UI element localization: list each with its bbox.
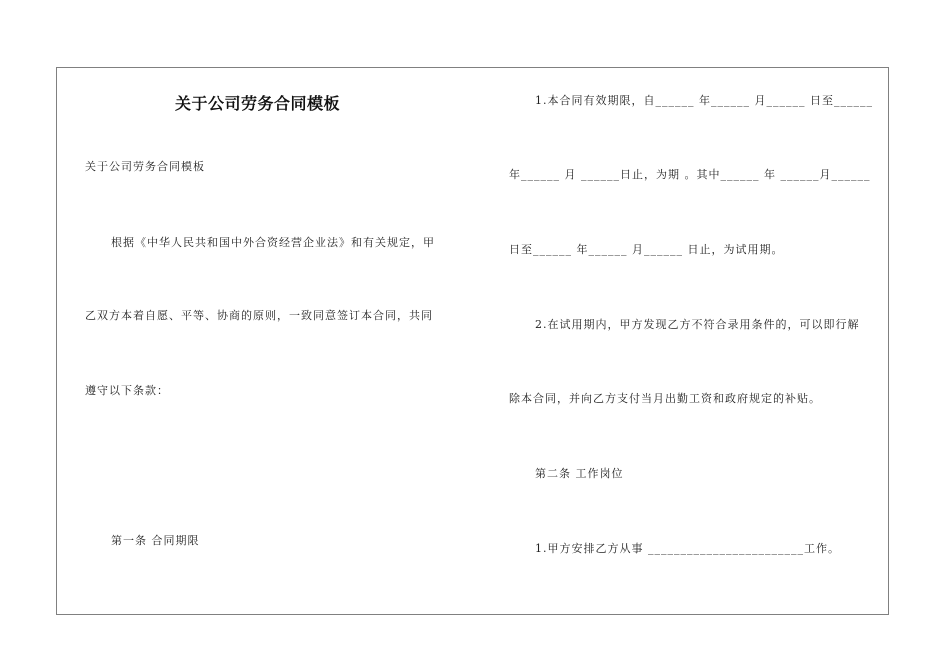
article-heading: 第一条 合同期限 <box>111 534 200 547</box>
article-heading: 第二条 工作岗位 <box>535 467 624 480</box>
document-page <box>56 67 889 615</box>
paragraph-line: 2.在试用期内，甲方发现乙方不符合录用条件的，可以即行解 <box>535 318 860 331</box>
paragraph-line: 乙双方本着自愿、平等、协商的原则，一致同意签订本合同，共同 <box>85 309 433 322</box>
document-title: 关于公司劳务合同模板 <box>175 94 341 113</box>
paragraph-line: 根据《中华人民共和国中外合资经营企业法》和有关规定，甲 <box>111 236 435 249</box>
paragraph-line: 除本合同，并向乙方支付当月出勤工资和政府规定的补贴。 <box>509 392 821 405</box>
paragraph-line: 日至______ 年______ 月______ 日止，为试用期。 <box>509 243 784 256</box>
paragraph-line: 1.本合同有效期限，自______ 年______ 月______ 日至______ <box>535 94 873 107</box>
paragraph-line: 年______ 月 ______日止，为期 。其中______ 年 ______月______ <box>509 168 871 181</box>
paragraph-line: 遵守以下条款： <box>85 384 169 397</box>
document-subtitle: 关于公司劳务合同模板 <box>85 160 205 173</box>
paragraph-line: 1.甲方安排乙方从事 ________________________工作。 <box>535 542 840 555</box>
